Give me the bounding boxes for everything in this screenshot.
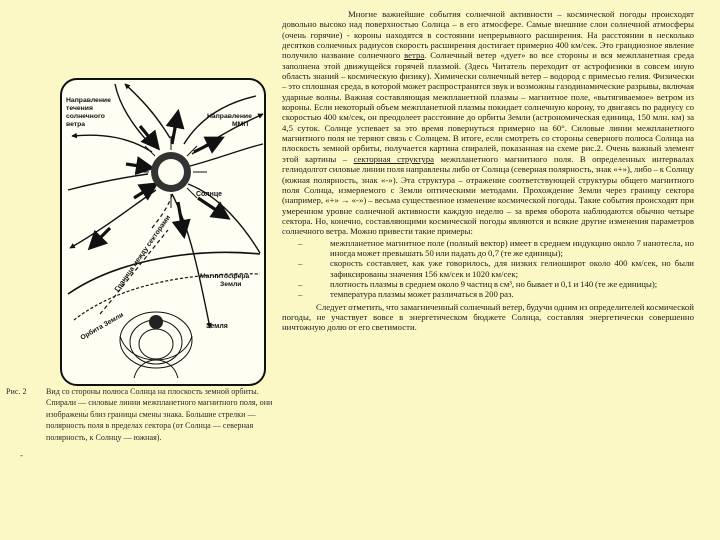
article-body: [282, 9, 694, 333]
caption-number: Рис. 2: [6, 387, 27, 396]
label-sun: Солнце: [196, 191, 223, 198]
label-sector-boundary: Граница между секторами: [113, 214, 173, 294]
label-earth-orbit: Орбита Земли: [79, 311, 125, 342]
label-magnetosphere: Магнитосфера Земли: [200, 273, 250, 288]
caption-text: Вид со стороны полюса Солнца на плоскость земной орбиты. Спирали — силовые линии межпланетного магнитного поля, они изображены близ границы смены знака. Большие стрелки — полярность поля в пределах сектора (от Солнца — северная полярность, к Солнцу — южная).: [46, 387, 273, 442]
article-paragraph-1: Многие важнейшие события солнечной активности – космической погоды происходят довольно высоко над поверхностью Солнца – в его атмосфере. Самые внешние слои солнечной атмосферы (очень горячие) - короны находятся в состоянии непрерывного расширения. На расстоянии в несколько десятков солнечных радиусов скорость расширения достигает примерно 400 км/сек. Это грандиозное явление получило название солнечного ветра. Солнечный ветер «дует» во все стороны и вся межпланетная среда заполнена этой движущейся горячей плазмой. (Здесь Читатель переходит от астрофизики в совсем иную область знаний – космическую физику). Химически солнечный ветер – водород с примесью гелия. Физически – это сплошная среда, в которой может распространятся звук и возможны газодинамические разрывы, включая ударные волны. Важная составляющая межпланетной плазмы – магнитное поле, «вытягиваемое» ветром из короны. Если некоторый объем межпланетной плазмы покидает солнечную корону, то двигаясь по радиусу со скоростью 400 км/сек, он преодолеет расстояние до орбиты Земли (астрономическая единица, 150 млн. км) за 4,5 суток. Солнце успевает за это время повернуться примерно на 60°. Силовые линии межпланетного магнитного поля не теряют связь с Солнцем. В итоге, если смотреть со стороны северного полюса Солнца на плоскость земной орбиты, получается картина спиралей, показанная на схеме рис.2. Очень важный элемент этой картины – секторная структура межпланетного магнитного поля. В определенных интервалах гелиодолгот силовые линии поля направлены либо от Солнца (северная полярность, знак «+»), либо – к Солнцу (южная полярность, знак «-»). Эта структура – отражение соответствующей структуры общего магнитного поля Солнца, измеряемого с Земли оптическими методами. Прохождение Земли через границу сектора (например, «+» → «-») – весьма существенное изменение космической погоды. Такие события происходят при умеренном уровне солнечной активности каждую неделю – за время оборота наблюдаются обычно четыре сектора. Но, конечно, составляющими космической погоды являются и всякие другие изменения параметров солнечного ветра. Можно привести такие примеры:: [282, 9, 695, 237]
caption-dash: -: [20, 450, 23, 460]
list-item: – плотность плазмы в среднем около 9 частиц в см³, но бывает и 0,1 и 140 (те же единицы);: [282, 279, 694, 289]
list-item: – температура плазмы может различаться в 200 раз.: [282, 289, 694, 299]
parameter-list: [282, 238, 694, 300]
figure-caption: [6, 386, 278, 460]
sector-structure-diagram: [60, 78, 266, 386]
list-item: – межпланетное магнитное поле (полный вектор) имеет в среднем индукцию около 7 нанотесла, но иногда может превышать 50 или падать до 0,7 (те же единицы);: [282, 238, 694, 259]
earth-icon: [149, 315, 163, 329]
underlined-term-sector-structure: секторная структура: [353, 153, 434, 164]
label-wind-direction: Направление течения солнечного ветра: [66, 97, 111, 128]
list-item: – скорость составляет, как уже говорилось, для низких гелиоширот около 400 км/сек, но были зафиксированы значения 156 км/сек и 1020 км/сек;: [282, 258, 694, 279]
article-paragraph-2: Следует отметить, что замагниченный солнечный ветер, будучи одним из определителей космической погоды, не участвует вовсе в энергетическом бюджете Солнца, составляя энергетически совершенно ничтожную долю от его светимости.: [282, 301, 694, 333]
label-imf-direction: Направление ММП: [207, 113, 252, 128]
underlined-term-wind: ветра: [404, 50, 425, 61]
label-earth: Земля: [206, 323, 228, 330]
figure-solar-wind-diagram: [60, 78, 266, 386]
